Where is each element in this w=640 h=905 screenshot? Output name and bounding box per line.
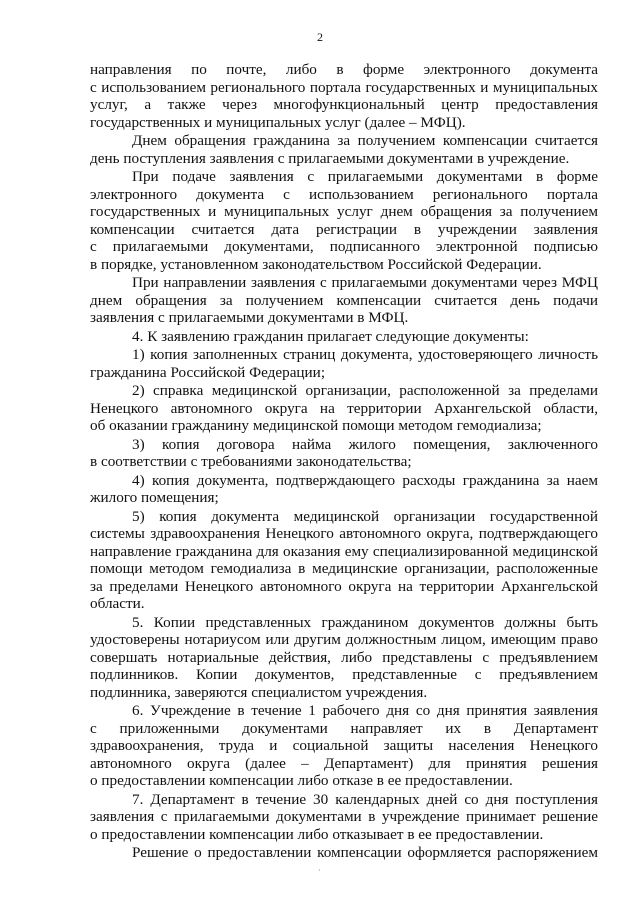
text-line: день поступления заявления с прилагаемыми документами в учреждение. — [90, 149, 570, 167]
paragraph — [90, 472, 598, 507]
paragraph — [90, 61, 598, 131]
text-line: При направлении заявления с прилагаемыми документами через МФЦ — [132, 274, 598, 291]
text-line: с прилагаемыми документами, подписанного электронной подписью — [90, 238, 598, 255]
text-line: совершать нотариальные действия, либо представлены с предъявлением — [90, 648, 598, 666]
text-line: направления по почте, либо в форме электронного документа — [90, 61, 598, 78]
text-line: подлинника, заверяются специалистом учреждения. — [90, 683, 428, 701]
paragraph — [90, 436, 598, 471]
text-line: Ненецкого автономного округа на территории Архангельской области, — [90, 399, 598, 417]
text-line: 6. Учреждение в течение 1 рабочего дня со дня принятия заявления — [132, 702, 598, 719]
text-line: системы здравоохранения Ненецкого автономного округа, подтверждающего — [90, 525, 598, 542]
scan-dot-mark: · — [318, 866, 321, 875]
paragraph — [90, 346, 598, 381]
text-line: Днем обращения гражданина за получением компенсации считается — [132, 132, 598, 149]
text-line: 7. Департамент в течение 30 календарных дней со дня поступления — [132, 790, 598, 808]
paragraph — [90, 844, 598, 862]
text-line: о предоставлении компенсации либо отказывает в ее предоставлении. — [90, 825, 544, 843]
text-line: услуг, а также через многофункциональный центр предоставления — [90, 96, 598, 113]
text-line: за пределами Ненецкого автономного округа на территории Архангельской — [90, 577, 598, 595]
text-line: 2) справка медицинской организации, расположенной за пределами — [132, 382, 598, 399]
text-line: государственных и муниципальных услуг (далее – МФЦ). — [90, 113, 466, 131]
text-line: направление гражданина для оказания ему специализированной медицинской — [90, 542, 598, 560]
text-line: 5. Копии представленных гражданином документов должны быть — [132, 613, 598, 631]
text-line: 5) копия документа медицинской организации государственной — [132, 507, 598, 525]
paragraph — [90, 132, 598, 167]
text-line: 3) копия договора найма жилого помещения, заключенного — [132, 435, 598, 453]
paragraph — [90, 168, 598, 273]
text-line: 1) копия заполненных страниц документа, удостоверяющего личность — [132, 346, 598, 363]
text-line: здравоохранения, труда и социальной защиты населения Ненецкого — [90, 737, 598, 754]
paragraph — [90, 614, 598, 702]
paragraph — [90, 791, 598, 844]
paragraph — [90, 508, 598, 613]
text-line: Решение о предоставлении компенсации оформляется распоряжением — [132, 844, 598, 861]
page-number: 2 — [317, 30, 323, 44]
text-line: заявления с прилагаемыми документами в МФЦ. — [90, 309, 409, 326]
text-line: помощи методом гемодиализа в медицинские организации, расположенные — [90, 560, 598, 577]
text-line: в порядке, установленном законодательством Российской Федерации. — [90, 255, 542, 273]
text-line: об оказании гражданину медицинской помощи методом гемодиализа; — [90, 417, 542, 434]
text-line: жилого помещения; — [90, 489, 219, 506]
text-line: электронного документа с использованием регионального портала — [90, 185, 598, 203]
text-line: с использованием регионального портала государственных и муниципальных — [90, 78, 598, 96]
paragraph — [90, 274, 598, 327]
paragraph — [90, 328, 598, 346]
text-line: При подаче заявления с прилагаемыми документами в форме — [132, 168, 598, 185]
text-line: в соответствии с требованиями законодательства; — [90, 453, 412, 470]
text-line: гражданина Российской Федерации; — [90, 363, 326, 381]
text-line: подлинников. Копии документов, представленные с предъявлением — [90, 666, 598, 683]
paragraph — [90, 702, 598, 790]
text-line: днем обращения за получением компенсации считается день подачи — [90, 291, 598, 309]
text-line: 4) копия документа, подтверждающего расходы гражданина за наем — [132, 471, 598, 489]
text-line: области. — [90, 595, 145, 612]
text-line: заявления с прилагаемыми документами в учреждение принимает решение — [90, 808, 598, 825]
text-line: с приложенными документами направляет их в Департамент — [90, 719, 598, 737]
text-line: 4. К заявлению гражданин прилагает следующие документы: — [132, 327, 529, 345]
document-body — [90, 61, 598, 863]
text-line: удостоверены нотариусом или другим должностным лицом, имеющим право — [90, 631, 598, 648]
text-line: автономного округа (далее – Департамент) для принятия решения — [90, 754, 598, 772]
paragraph — [90, 382, 598, 435]
text-line: государственных и муниципальных услуг днем обращения за получением — [90, 203, 598, 220]
text-line: компенсации считается дата регистрации в учреждении заявления — [90, 220, 598, 238]
text-line: о предоставлении компенсации либо отказе в ее предоставлении. — [90, 772, 513, 789]
